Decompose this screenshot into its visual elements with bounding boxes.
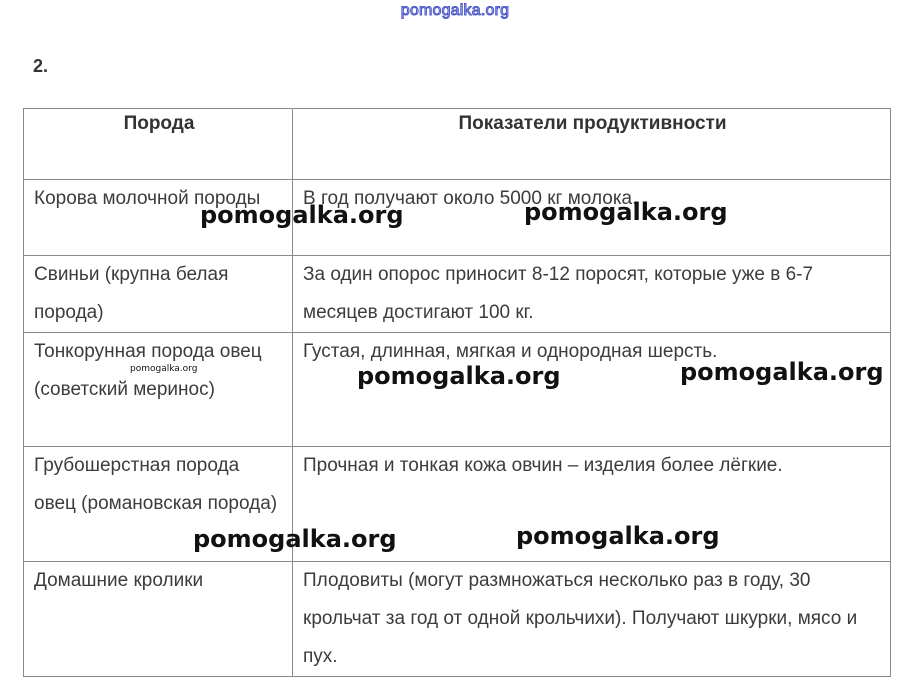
watermark-overlay: pomogalka.org <box>680 358 884 386</box>
watermark-overlay: pomogalka.org <box>200 201 404 229</box>
breeds-table <box>23 108 891 677</box>
site-watermark-top: pomogalka.org <box>400 2 510 19</box>
productivity-cell: Плодовиты (могут размножаться несколько раз в году, 30 крольчат за год от одной крольчихи). Получают шкурки, мясо и пух. <box>293 562 891 677</box>
table-row <box>24 180 891 256</box>
watermark-overlay: pomogalka.org <box>516 522 720 550</box>
productivity-cell: За один опорос приносит 8-12 поросят, которые уже в 6-7 месяцев достигают 100 кг. <box>293 256 891 333</box>
table-row <box>24 562 891 677</box>
productivity-cell: В год получают около 5000 кг молока. <box>293 180 891 256</box>
watermark-overlay: pomogalka.org <box>357 362 561 390</box>
watermark-overlay: pomogalka.org <box>524 198 728 226</box>
breed-cell: Домашние кролики <box>24 562 293 677</box>
column-header-breed: Порода <box>24 109 293 180</box>
table-row <box>24 447 891 562</box>
productivity-cell: Прочная и тонкая кожа овчин – изделия более лёгкие. <box>293 447 891 562</box>
breed-cell: Свиньи (крупна белая порода) <box>24 256 293 333</box>
watermark-overlay: pomogalka.org <box>193 525 397 553</box>
table-header-row <box>24 109 891 180</box>
breed-cell: Грубошерстная порода овец (романовская порода) <box>24 447 293 562</box>
breed-cell: Корова молочной породы <box>24 180 293 256</box>
column-header-productivity: Показатели продуктивности <box>293 109 891 180</box>
task-number: 2. <box>33 56 49 76</box>
table-row <box>24 333 891 447</box>
breed-cell: Тонкорунная порода овец (советский меринос) <box>24 333 293 447</box>
watermark-small: pomogalka.org <box>130 364 198 374</box>
productivity-cell: Густая, длинная, мягкая и однородная шерсть. <box>293 333 891 447</box>
table-row <box>24 256 891 333</box>
